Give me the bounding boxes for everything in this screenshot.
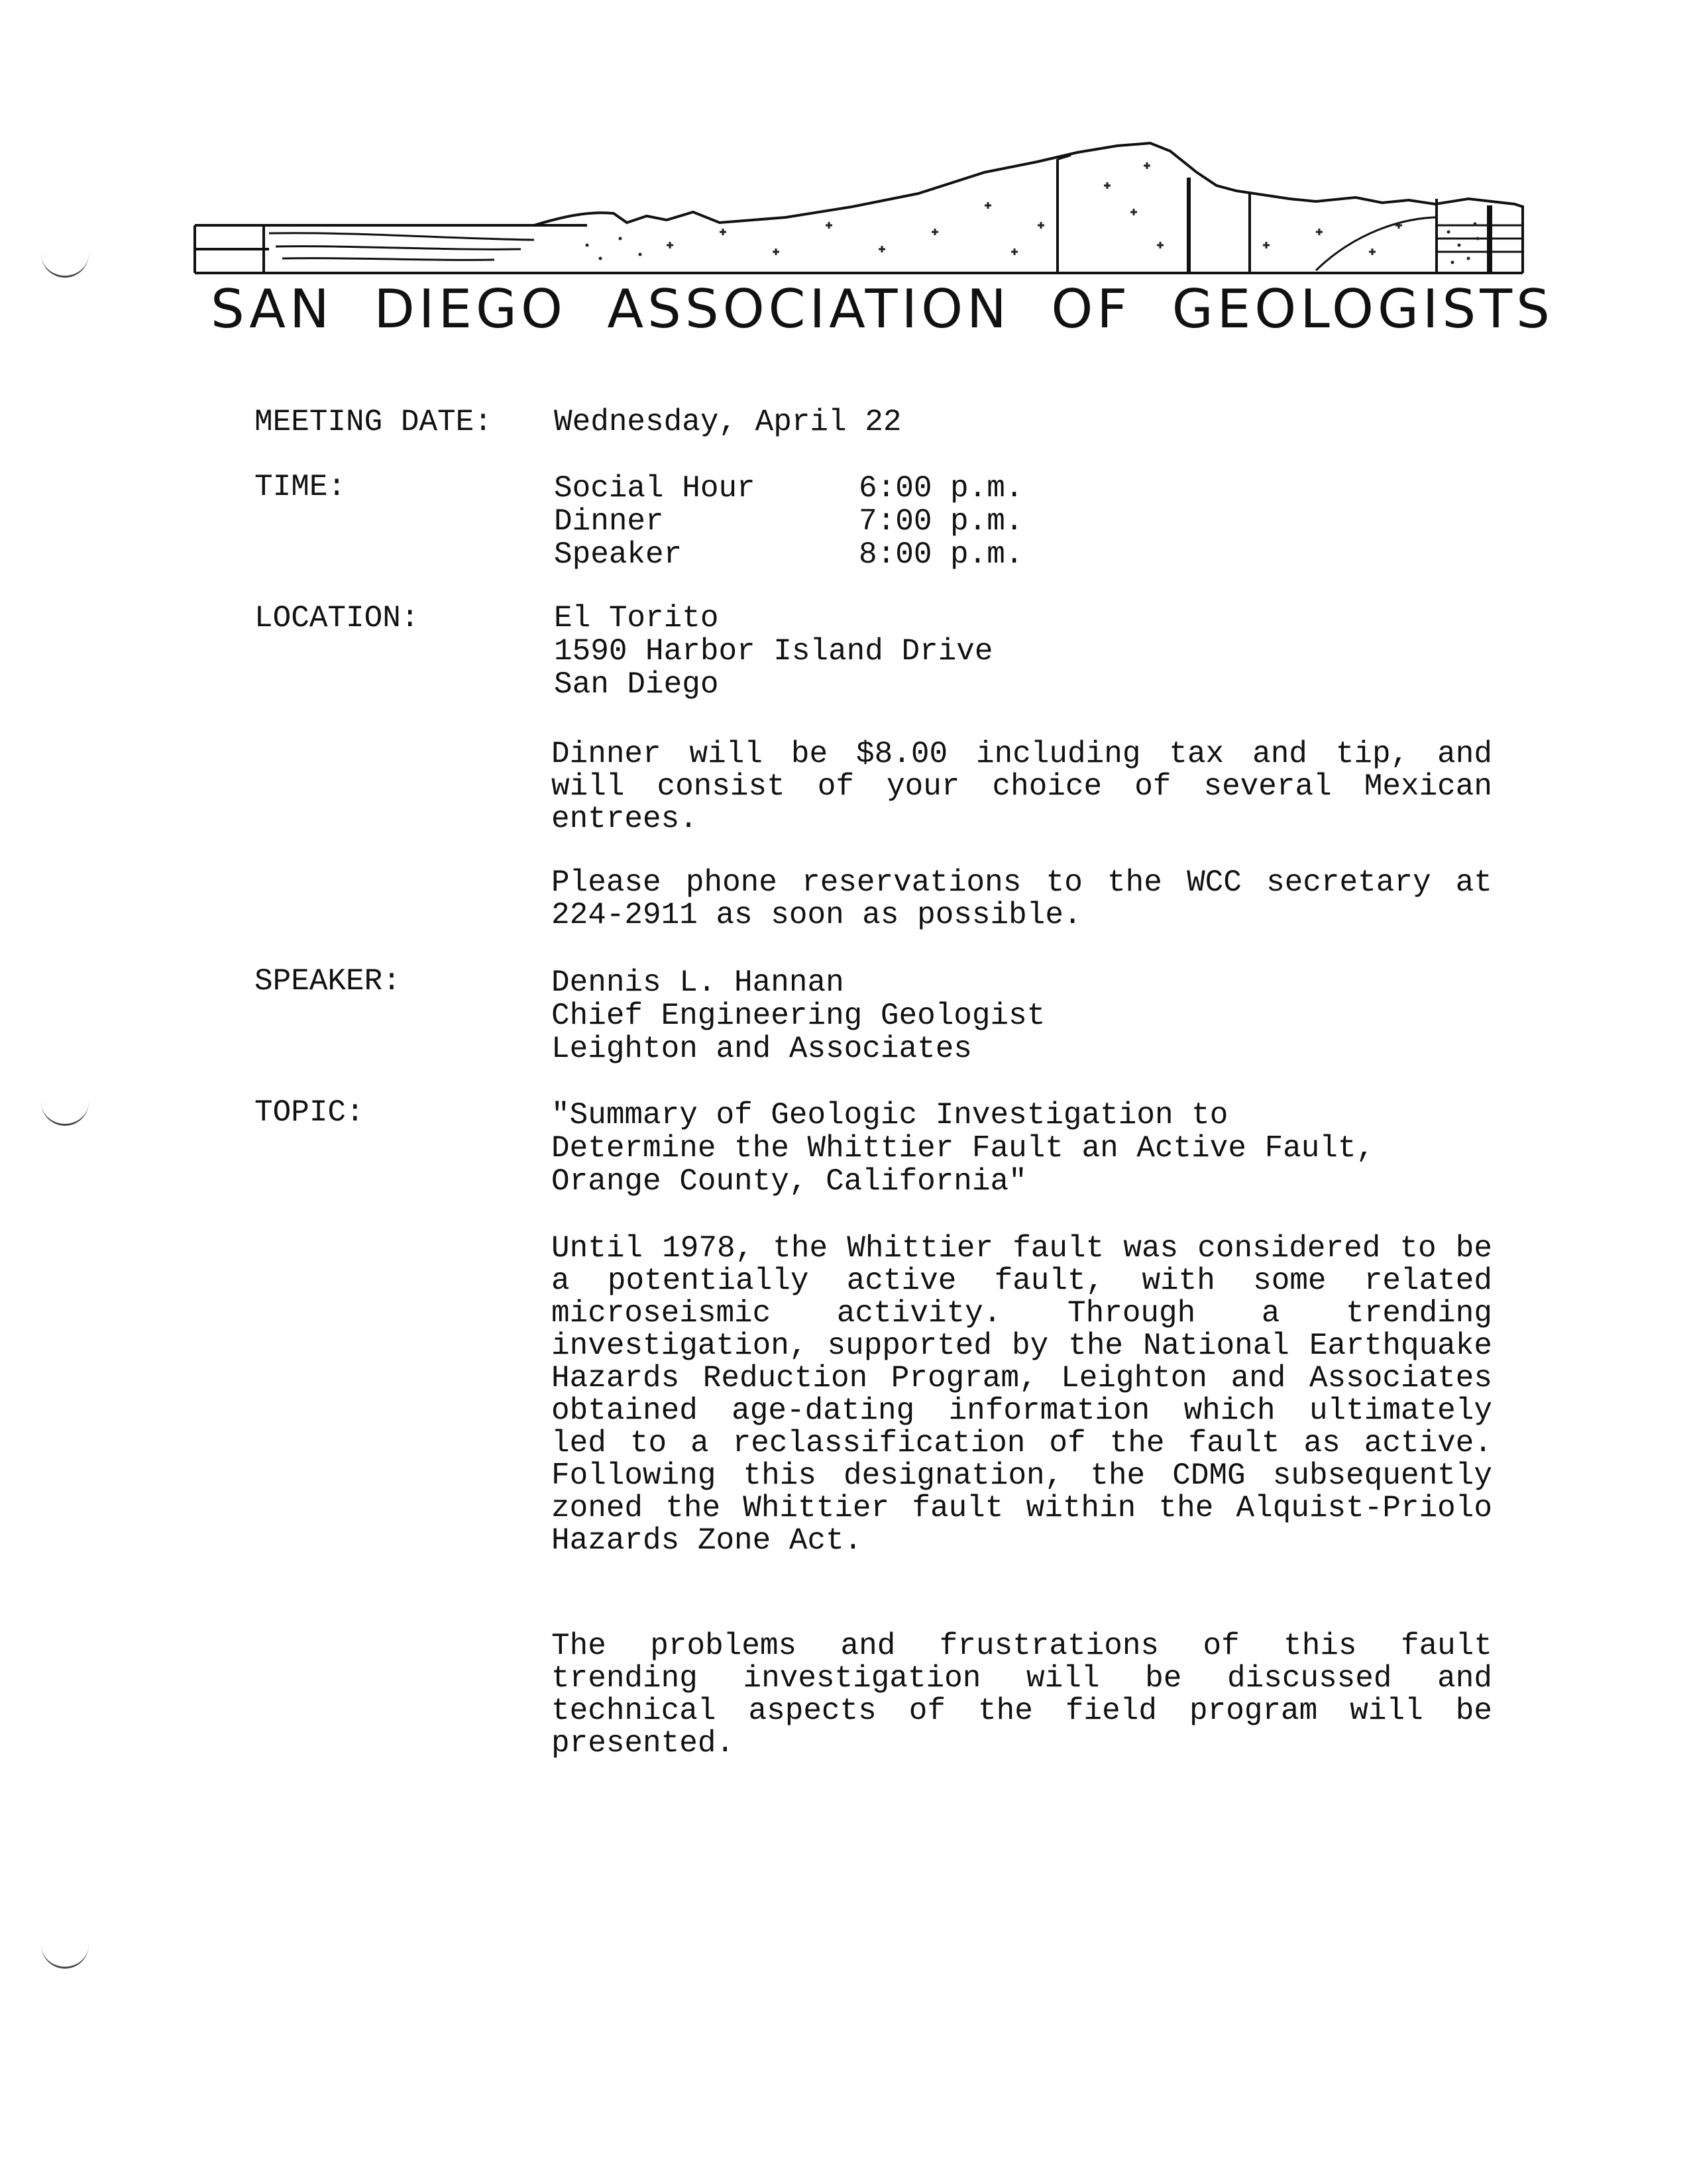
speaker-line: Chief Engineering Geologist — [551, 999, 1046, 1033]
time-schedule — [554, 472, 1023, 571]
schedule-event: Speaker — [554, 537, 682, 572]
location-line: El Torito — [554, 601, 719, 635]
meeting-date-value: Wednesday, April 22 — [554, 405, 902, 439]
geologic-cross-section-logo — [190, 133, 1531, 289]
location-label: LOCATION: — [254, 601, 419, 635]
location-line: 1590 Harbor Island Drive — [554, 634, 993, 669]
dinner-note: Dinner will be $8.00 including tax and tip, and will consist of your choice of several Mexican entrees. — [551, 737, 1492, 836]
binder-hole-mark — [41, 1097, 89, 1126]
organization-name: SAN DIEGO ASSOCIATION OF GEOLOGISTS — [211, 278, 1554, 340]
topic-paragraph: Until 1978, the Whittier fault was considered to be a potentially active fault, with some related microseismic activity. Through a trending investigation, supported by the National Earthquake Hazards Reduction Program, Leighton and Associates obtained age-dating information which ultimately led to a reclassification of the fault as active. Following this designation, the CDMG subsequently zoned the Whittier fault within the Alquist-Priolo Hazards Zone Act. — [551, 1231, 1492, 1558]
topic-title-line: Orange County, California" — [551, 1164, 1027, 1199]
binder-hole-mark — [41, 249, 89, 278]
schedule-row — [554, 472, 1023, 505]
meeting-date-label: MEETING DATE: — [254, 405, 492, 439]
location-address — [554, 602, 993, 701]
schedule-time: 8:00 p.m. — [859, 537, 1024, 572]
schedule-event: Dinner — [554, 504, 664, 539]
location-line: San Diego — [554, 667, 719, 702]
speaker-info — [551, 966, 1045, 1065]
speaker-line: Leighton and Associates — [551, 1032, 972, 1066]
speaker-label: SPEAKER: — [254, 964, 401, 999]
topic-paragraph: The problems and frustrations of this fault trending investigation will be discussed and technical aspects of the field program will be presented. — [551, 1629, 1492, 1761]
schedule-row — [554, 505, 1023, 538]
time-label: TIME: — [254, 470, 347, 504]
topic-title — [551, 1099, 1374, 1198]
topic-title-line: "Summary of Geologic Investigation to — [551, 1098, 1228, 1132]
schedule-time: 7:00 p.m. — [859, 504, 1024, 539]
binder-hole-mark — [41, 1940, 89, 1969]
schedule-event: Social Hour — [554, 471, 755, 506]
reservation-note: Please phone reservations to the WCC secretary at 224-2911 as soon as possible. — [551, 865, 1492, 932]
topic-title-line: Determine the Whittier Fault an Active Fault, — [551, 1131, 1375, 1166]
schedule-time: 6:00 p.m. — [859, 471, 1024, 506]
schedule-row — [554, 538, 1023, 571]
speaker-line: Dennis L. Hannan — [551, 965, 844, 1000]
topic-label: TOPIC: — [254, 1095, 364, 1130]
